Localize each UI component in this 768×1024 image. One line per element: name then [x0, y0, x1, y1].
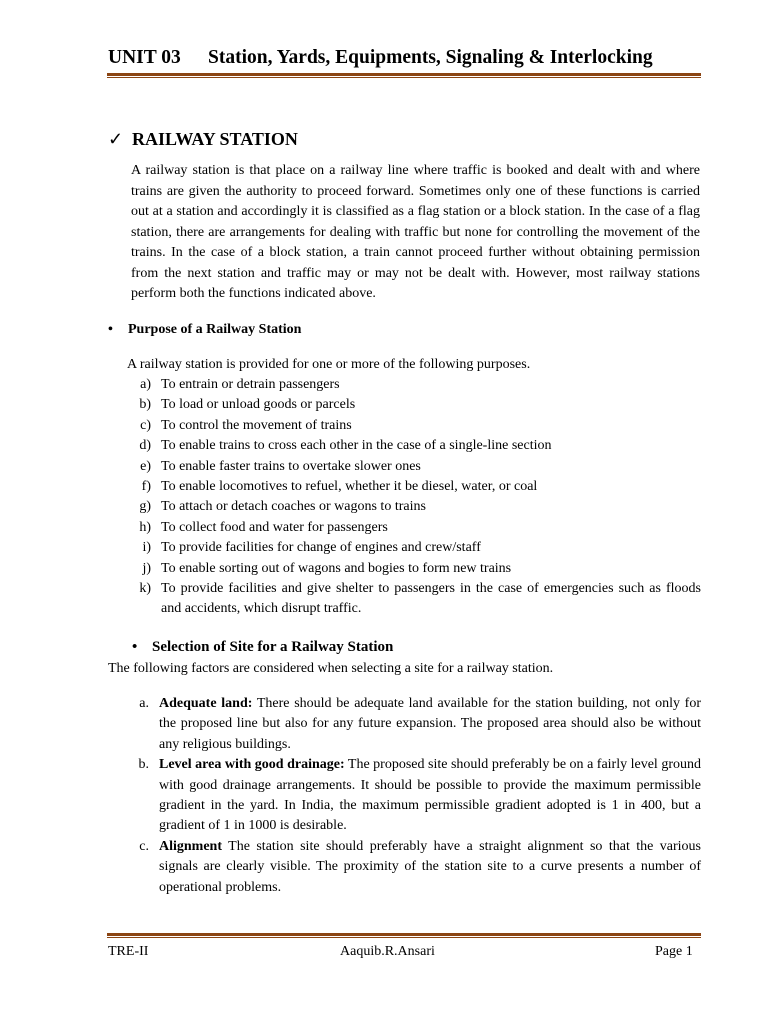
list-marker: a.	[139, 696, 149, 711]
list-item-text: To entrain or detrain passengers	[161, 377, 340, 392]
footer-author: Aaquib.R.Ansari	[340, 944, 435, 959]
list-item	[142, 559, 701, 579]
footer-rule-thick	[107, 933, 701, 936]
list-item	[139, 694, 701, 755]
list-item	[142, 538, 701, 558]
purpose-list	[139, 375, 701, 620]
list-item-text: To enable faster trains to overtake slower ones	[161, 458, 421, 474]
list-item-text: To enable sorting out of wagons and bogies to form new trains	[161, 560, 512, 576]
list-item	[139, 497, 701, 517]
footer-rule-thin	[107, 937, 701, 938]
list-item-text: To control the movement of trains	[161, 417, 352, 433]
list-item	[141, 477, 701, 497]
checkmark-icon: ✓	[108, 129, 124, 149]
list-marker: a)	[140, 377, 151, 392]
unit-number: UNIT 03	[108, 47, 181, 68]
bullet-icon: •	[132, 639, 138, 655]
factor-label: Level area with good drainage:	[159, 757, 345, 773]
footer-course: TRE-II	[108, 944, 149, 959]
list-marker: i)	[142, 540, 151, 556]
footer-page-number: Page 1	[655, 944, 693, 959]
list-item-text	[159, 694, 701, 755]
list-item-text: To collect food and water for passengers	[161, 519, 388, 535]
list-item	[140, 457, 701, 477]
page-header	[108, 46, 708, 70]
list-marker: f)	[141, 479, 151, 495]
site-factor-list	[138, 694, 701, 898]
factor-text: The proposed site should preferably be on a fairly level ground with good drainage arrangements. It should be possible to provide the maximum permissible gradient in the yard. In India, the maximum permissible gradient adopted is 1 in 400, but a gradient of 1 in 1000 is desirable.	[159, 757, 701, 834]
list-marker: b)	[139, 397, 151, 413]
factor-text: There should be adequate land available for the station building, not only for the proposed line but also for any future expansion. The proposed area should also be without any religious buildings.	[159, 696, 701, 752]
list-item	[140, 375, 701, 395]
list-item-text: To provide facilities for change of engines and crew/staff	[161, 540, 481, 556]
list-item-text: To enable trains to cross each other in the case of a single-line section	[161, 438, 552, 454]
list-item	[140, 416, 701, 436]
list-item-text: To load or unload goods or parcels	[161, 397, 356, 413]
list-item	[139, 579, 701, 620]
list-item-text: To provide facilities and give shelter to passengers in the case of emergencies such as floods and accidents, which disrupt traffic.	[161, 581, 701, 617]
list-item	[139, 518, 701, 538]
list-item	[138, 755, 701, 837]
list-item-text	[159, 755, 701, 837]
list-marker: c.	[139, 838, 149, 854]
factor-label: Adequate land:	[159, 696, 253, 711]
purpose-heading	[108, 320, 301, 340]
header-rule-thick	[107, 73, 701, 76]
list-item	[139, 837, 701, 898]
factor-text: The station site should preferably have a straight alignment so that the various signals are clearly visible. The proximity of the station site to a curve presents a number of operational problems.	[159, 838, 701, 895]
section-heading	[108, 127, 298, 151]
list-marker: k)	[139, 581, 151, 597]
factor-label: Alignment	[159, 838, 222, 854]
list-marker: d)	[139, 438, 151, 454]
list-marker: j)	[142, 560, 151, 576]
list-item	[139, 436, 701, 456]
site-heading-text: Selection of Site for a Railway Station	[152, 639, 394, 655]
list-marker: g)	[139, 499, 151, 515]
list-marker: c)	[140, 417, 151, 433]
intro-paragraph: A railway station is that place on a railway line where traffic is booked and dealt with and where trains are given the authority to proceed forward. Sometimes only one of these functions is carried out at a station and accordingly it is classified as a flag station or a block station. In the case of a flag station, there are arrangements for dealing with traffic but none for controlling the movement of the trains. In the case of a block station, a train cannot proceed further without obtaining permission from the next station and traffic may or may not be dealt with. However, most railway stations perform both the functions indicated above.	[131, 163, 700, 301]
list-item-text: To enable locomotives to refuel, whether it be diesel, water, or coal	[161, 479, 538, 495]
list-marker: b.	[138, 757, 149, 773]
section-title: RAILWAY STATION	[132, 129, 298, 149]
header-rule-thin	[107, 77, 701, 78]
site-heading	[132, 637, 393, 657]
unit-title: Station, Yards, Equipments, Signaling & Interlocking	[208, 47, 653, 68]
list-item-text	[159, 837, 701, 898]
list-item	[139, 395, 701, 415]
bullet-icon: •	[108, 322, 113, 337]
purpose-heading-text: Purpose of a Railway Station	[128, 322, 302, 337]
list-item-text: To attach or detach coaches or wagons to trains	[161, 499, 426, 515]
list-marker: e)	[140, 458, 151, 474]
list-marker: h)	[139, 519, 151, 535]
site-intro: The following factors are considered when selecting a site for a railway station.	[108, 661, 554, 676]
purpose-intro: A railway station is provided for one or more of the following purposes.	[127, 357, 531, 372]
